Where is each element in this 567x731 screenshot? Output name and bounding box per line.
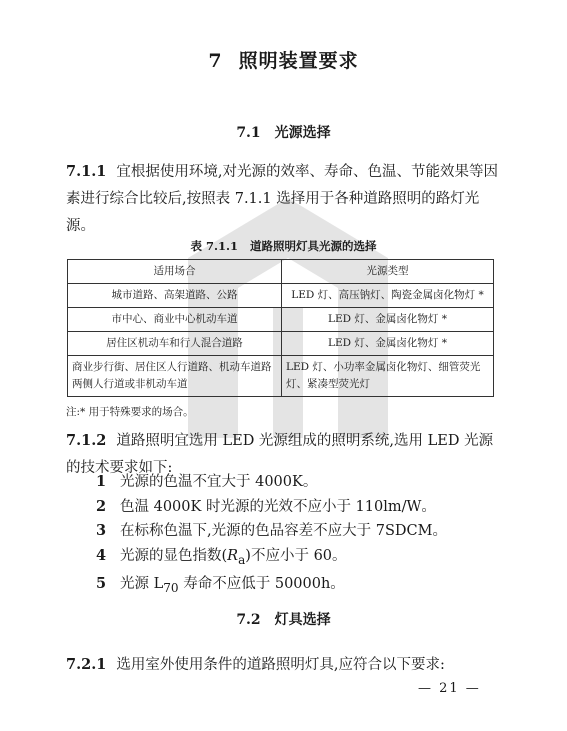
list-item <box>96 544 447 572</box>
page-number: — 21 — <box>418 681 481 696</box>
section-title: 灯具选择 <box>274 612 331 628</box>
clause-number: 7.1.1 <box>66 163 107 180</box>
table-row <box>68 308 494 332</box>
clause-7-2-1 <box>66 651 498 679</box>
list-item-text: 色温 4000K 时光源的光效不应小于 110lm/W。 <box>120 498 436 515</box>
list-item <box>96 572 447 600</box>
clause-text: 道路照明宜选用 LED 光源组成的照明系统,选用 LED 光源的技术要求如下: <box>66 433 494 476</box>
section-number: 7.1 <box>236 125 261 141</box>
clause-text: 宜根据使用环境,对光源的效率、寿命、色温、节能效果等因素进行综合比较后,按照表 7.1.1 选择用于各种道路照明的路灯光源。 <box>66 164 498 234</box>
table-note: 注:* 用于特殊要求的场合。 <box>66 406 194 418</box>
table-row <box>68 356 494 397</box>
clause-7-1-1 <box>66 158 498 240</box>
list-item-text: )不应小于 60。 <box>245 547 347 564</box>
table-header-row <box>68 260 494 284</box>
section-title: 光源选择 <box>274 125 331 141</box>
list-item <box>96 495 447 520</box>
table-cell: 城市道路、高架道路、公路 <box>68 284 282 308</box>
table-cell: LED 灯、小功率金属卤化物灯、细管荧光灯、紧凑型荧光灯 <box>282 356 494 397</box>
clause-text: 选用室外使用条件的道路照明灯具,应符合以下要求: <box>116 657 445 673</box>
list-item-number: 5 <box>96 574 107 592</box>
list-item <box>96 470 447 495</box>
list-item-text: 光源的色温不宜大于 4000K。 <box>120 474 318 490</box>
list-item <box>96 519 447 544</box>
table-caption-number: 表 7.1.1 <box>190 239 239 253</box>
table-header-cell: 光源类型 <box>282 260 494 284</box>
list-item-text: 寿命不应低于 50000h。 <box>178 575 345 592</box>
chapter-number: 7 <box>208 50 223 72</box>
color-rendering-symbol: R <box>227 547 239 564</box>
list-item-text: 光源 L <box>120 575 164 592</box>
clause-number: 7.1.2 <box>66 432 107 449</box>
list-item-number: 3 <box>96 522 107 539</box>
list-item-number: 2 <box>96 497 107 515</box>
light-source-table <box>67 259 494 397</box>
list-item-text: 光源的显色指数( <box>120 547 228 564</box>
table-caption-title: 道路照明灯具光源的选择 <box>250 239 377 253</box>
table-cell: 市中心、商业中心机动车道 <box>68 308 282 332</box>
table-caption <box>0 238 567 254</box>
lifetime-subscript: 70 <box>163 580 179 595</box>
table-cell: LED 灯、金属卤化物灯 * <box>282 332 494 356</box>
table-cell: 居住区机动车和行人混合道路 <box>68 332 282 356</box>
table-row <box>68 332 494 356</box>
table-row <box>68 284 494 308</box>
chapter-title: 照明装置要求 <box>238 50 359 72</box>
requirements-list <box>96 470 447 600</box>
table-cell: LED 灯、金属卤化物灯 * <box>282 308 494 332</box>
table-cell: LED 灯、高压钠灯、陶瓷金属卤化物灯 * <box>282 284 494 308</box>
chapter-heading <box>0 46 567 73</box>
list-item-text: 在标称色温下,光源的色品容差不应大于 7SDCM。 <box>120 523 447 539</box>
symbol-subscript: a <box>238 552 246 567</box>
clause-number: 7.2.1 <box>66 656 107 673</box>
table-cell: 商业步行街、居住区人行道路、机动车道路两侧人行道或非机动车道 <box>68 356 282 397</box>
list-item-number: 4 <box>96 546 107 564</box>
section-number: 7.2 <box>236 612 261 628</box>
list-item-number: 1 <box>96 473 107 490</box>
section-heading-7-1 <box>0 122 567 142</box>
section-heading-7-2 <box>0 609 567 629</box>
table-header-cell: 适用场合 <box>68 260 282 284</box>
